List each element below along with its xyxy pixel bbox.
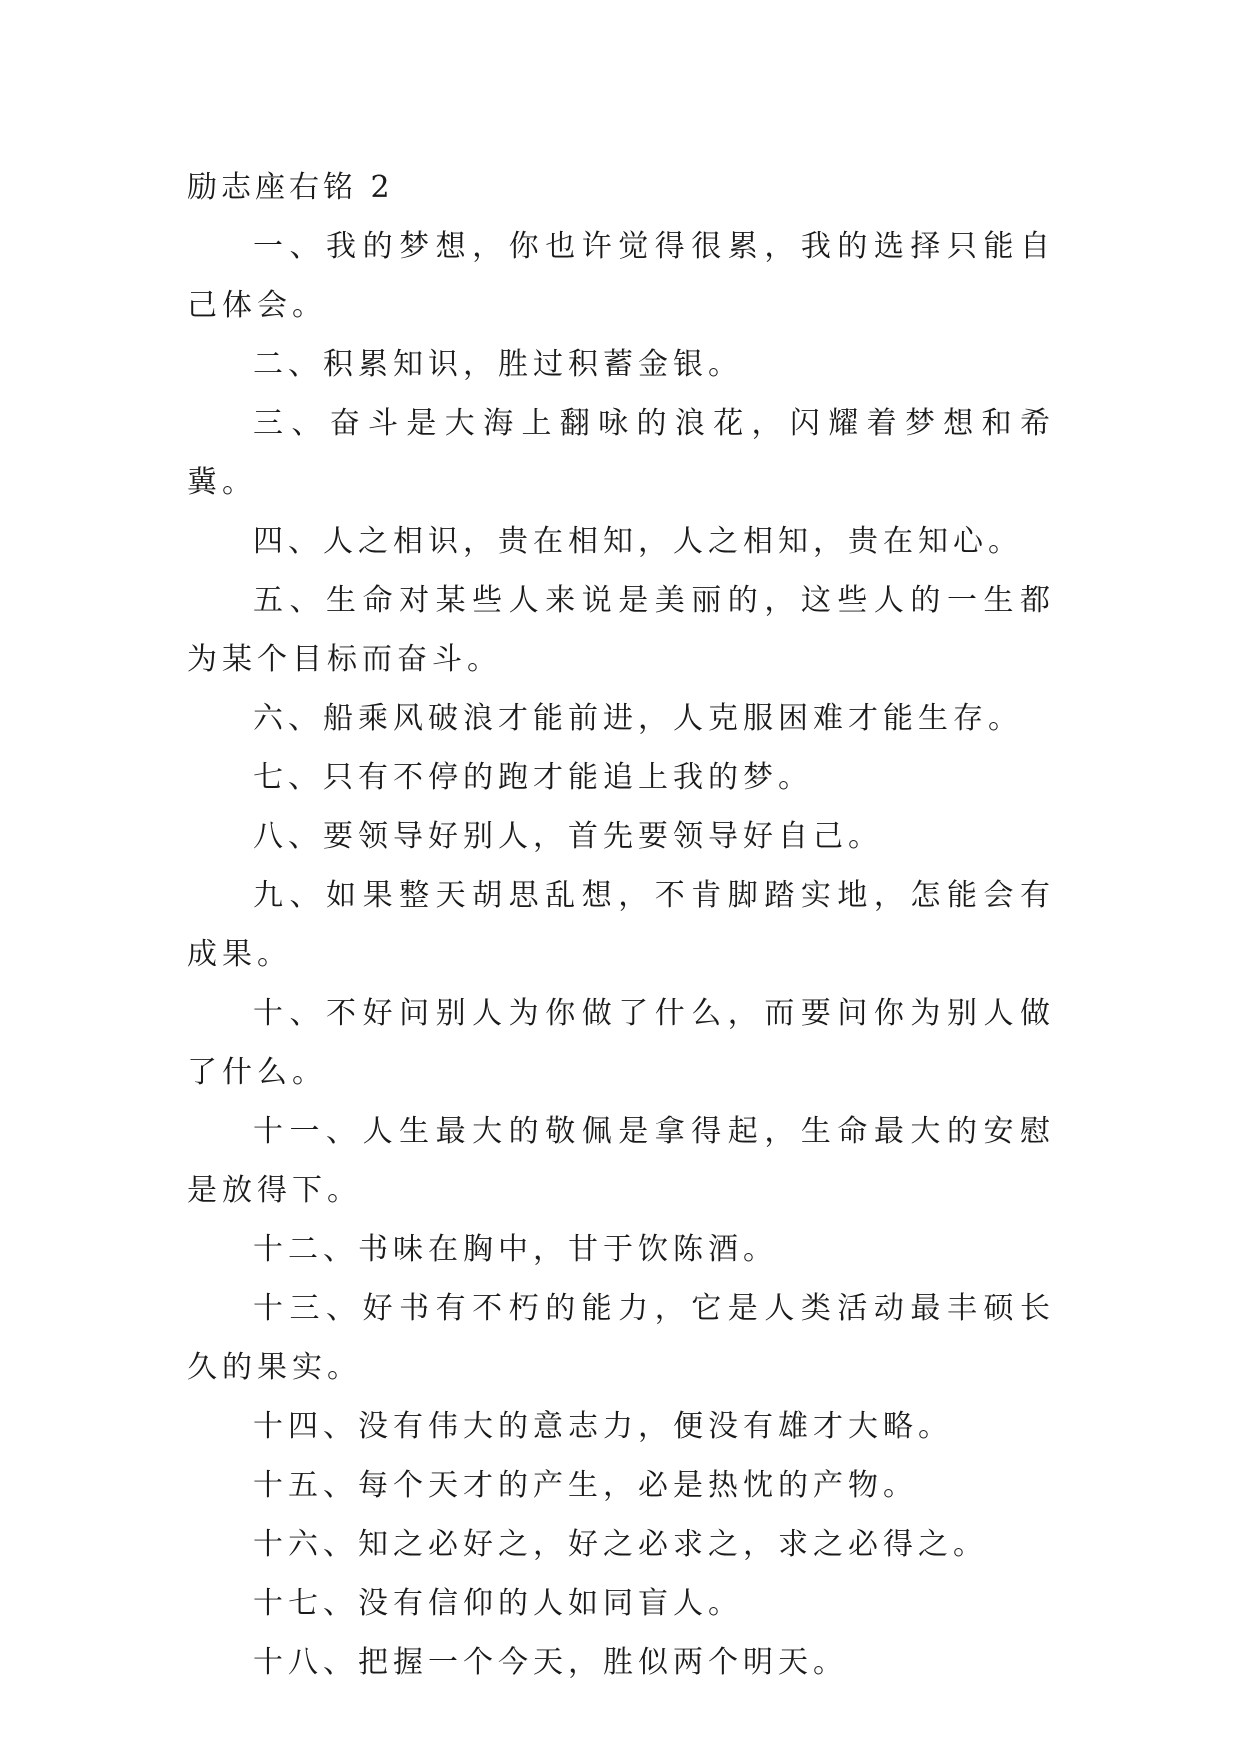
paragraph: 四、人之相识，贵在相知，人之相知，贵在知心。 xyxy=(253,524,1023,559)
paragraph: 十四、没有伟大的意志力，便没有雄才大略。 xyxy=(253,1409,953,1444)
paragraph: 三、奋斗是大海上翻咏的浪花，闪耀着梦想和希冀。 xyxy=(187,406,1055,500)
paragraph: 十五、每个天才的产生，必是热忱的产物。 xyxy=(253,1468,918,1503)
paragraph: 十一、人生最大的敬佩是拿得起，生命最大的安慰是放得下。 xyxy=(187,1114,1055,1208)
paragraph: 十六、知之必好之，好之必求之，求之必得之。 xyxy=(253,1527,988,1562)
paragraph: 十八、把握一个今天，胜似两个明天。 xyxy=(253,1645,848,1680)
paragraph: 二、积累知识，胜过积蓄金银。 xyxy=(253,347,743,382)
paragraph: 十二、书味在胸中，甘于饮陈酒。 xyxy=(253,1232,778,1267)
paragraph: 十、不好问别人为你做了什么，而要问你为别人做了什么。 xyxy=(187,996,1055,1090)
paragraph: 八、要领导好别人，首先要领导好自己。 xyxy=(253,819,883,854)
paragraph: 十七、没有信仰的人如同盲人。 xyxy=(253,1586,743,1621)
document-title: 励志座右铭 2 xyxy=(187,170,394,205)
paragraph: 六、船乘风破浪才能前进，人克服困难才能生存。 xyxy=(253,701,1023,736)
paragraph: 十三、好书有不朽的能力，它是人类活动最丰硕长久的果实。 xyxy=(187,1291,1055,1385)
document-body xyxy=(187,158,1055,1692)
paragraph: 九、如果整天胡思乱想，不肯脚踏实地，怎能会有成果。 xyxy=(187,878,1055,972)
paragraph: 五、生命对某些人来说是美丽的，这些人的一生都为某个目标而奋斗。 xyxy=(187,583,1055,677)
paragraph: 七、只有不停的跑才能追上我的梦。 xyxy=(253,760,813,795)
paragraph: 一、我的梦想，你也许觉得很累，我的选择只能自己体会。 xyxy=(187,229,1055,323)
